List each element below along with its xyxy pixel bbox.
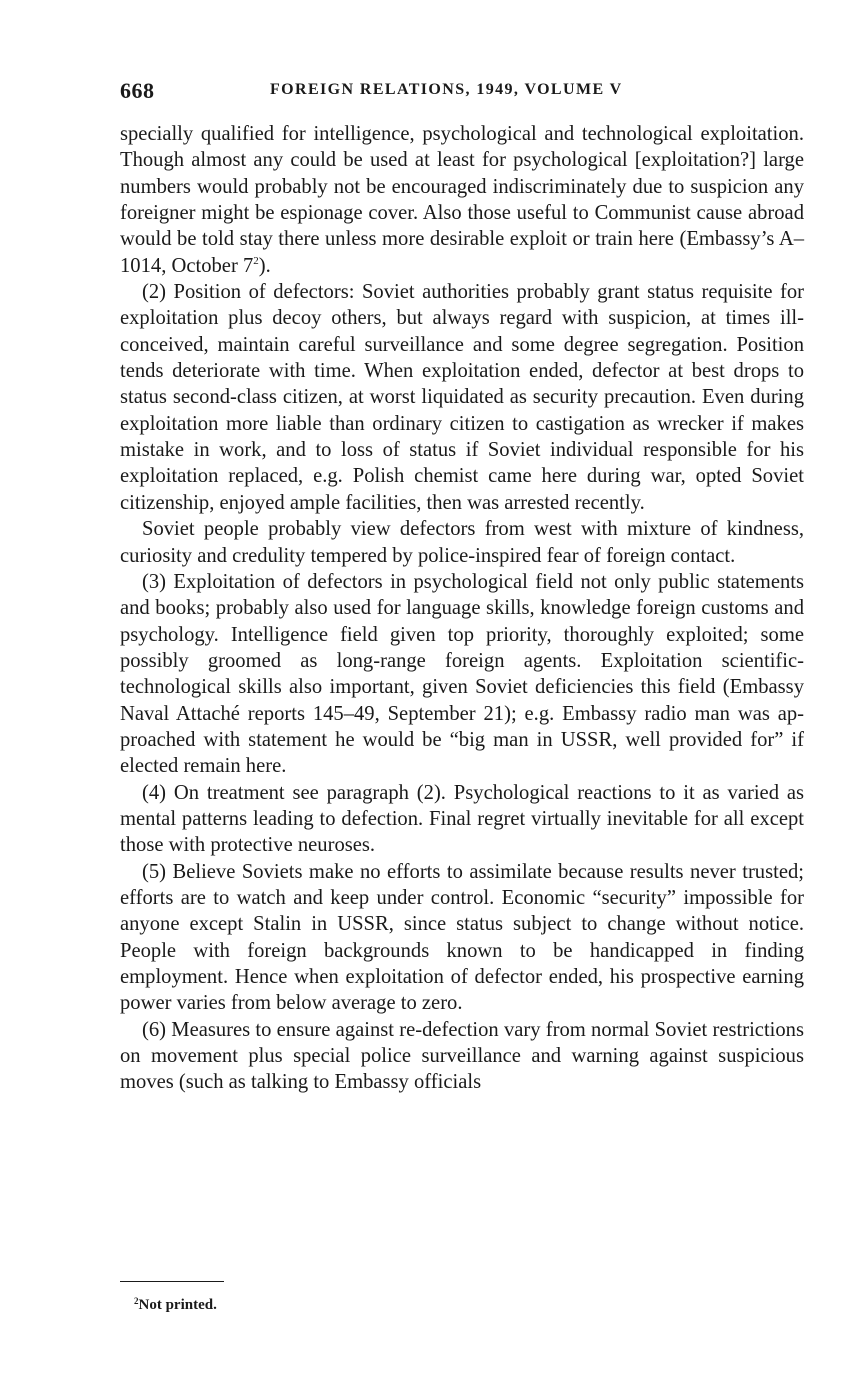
paragraph-assimilation: (5) Believe Soviets make no efforts to assimilate because results never trusted; efforts are to watch and keep under control. Economic “security” impossible for anyone except Stalin in USSR, since status subject to change without notice. People with foreign backgrounds known to be handicapped in finding employment. Hence when exploitation of defector ended, his prospective earning power varies from below average to zero.	[120, 860, 804, 1015]
footnote-reference: 2	[253, 254, 259, 267]
paragraph-text: specially qualified for intelligence, psychological and technological exploitation. Though almost any could be used at least for psychological [exploitation?] large numbers would probably not be encouraged indiscriminately due to suspicion any foreigner might be espionage cover. Also those useful to Communist cause abroad would be told stay there unless more desirable exploit or train here (Embassy’s A–1014, October 7	[120, 123, 804, 277]
paragraph-continuation	[120, 121, 804, 279]
footnote-marker: 2	[134, 1296, 139, 1306]
paragraph-re-defection-measures: (6) Measures to ensure against re-defection vary from normal Soviet restrictions on movement plus special police surveillance and warning against suspicious moves (such as talking to Embassy officials	[120, 1018, 804, 1094]
paragraph-treatment: (4) On treatment see paragraph (2). Psychological reactions to it as varied as mental patterns leading to defection. Final regret virtually inevitable for all except those with protective neuroses.	[120, 781, 804, 857]
running-head: FOREIGN RELATIONS, 1949, VOLUME V	[270, 81, 623, 98]
footnote	[134, 1297, 217, 1314]
body-text	[120, 121, 804, 1096]
paragraph-position-of-defectors: (2) Position of defectors: Soviet authorities probably grant status requisite for exploitation plus decoy others, but always regard with suspicion, at times ill-conceived, maintain careful surveillance and some degree segregation. Position tends deteriorate with time. When exploitation ended, defector at best drops to status second-class citizen, at worst liquidated as security precaution. Even during exploitation more liable than ordinary citizen to castigation as wrecker if makes mistake in work, and to loss of status if Soviet individual responsible for his exploitation replaced, e.g. Polish chemist came here during war, opted Soviet citizenship, enjoyed ample facilities, then was arrested recently.	[120, 281, 804, 514]
page-number: 668	[120, 78, 155, 103]
footnote-text: Not printed.	[138, 1297, 217, 1313]
paragraph-soviet-people: Soviet people probably view defectors from west with mixture of kindness, curiosity and credulity tempered by police-inspired fear of foreign contact.	[120, 518, 804, 567]
footnote-divider	[120, 1281, 224, 1282]
paragraph-tail: ).	[258, 254, 271, 277]
page-header	[120, 78, 804, 108]
paragraph-exploitation: (3) Exploitation of defectors in psychological field not only public statements and books; probably also used for language skills, knowledge foreign customs and psychology. Intelligence field given top priority, thoroughly exploited; some possibly groomed as long-range foreign agents. Exploitation scientific-technological skills also important, given Soviet deficiencies this field (Embassy Naval Attaché reports 145–49, September 21); e.g. Embassy radio man was approached with statement he would be “big man in USSR, well provided for” if elected remain here.	[120, 570, 804, 778]
